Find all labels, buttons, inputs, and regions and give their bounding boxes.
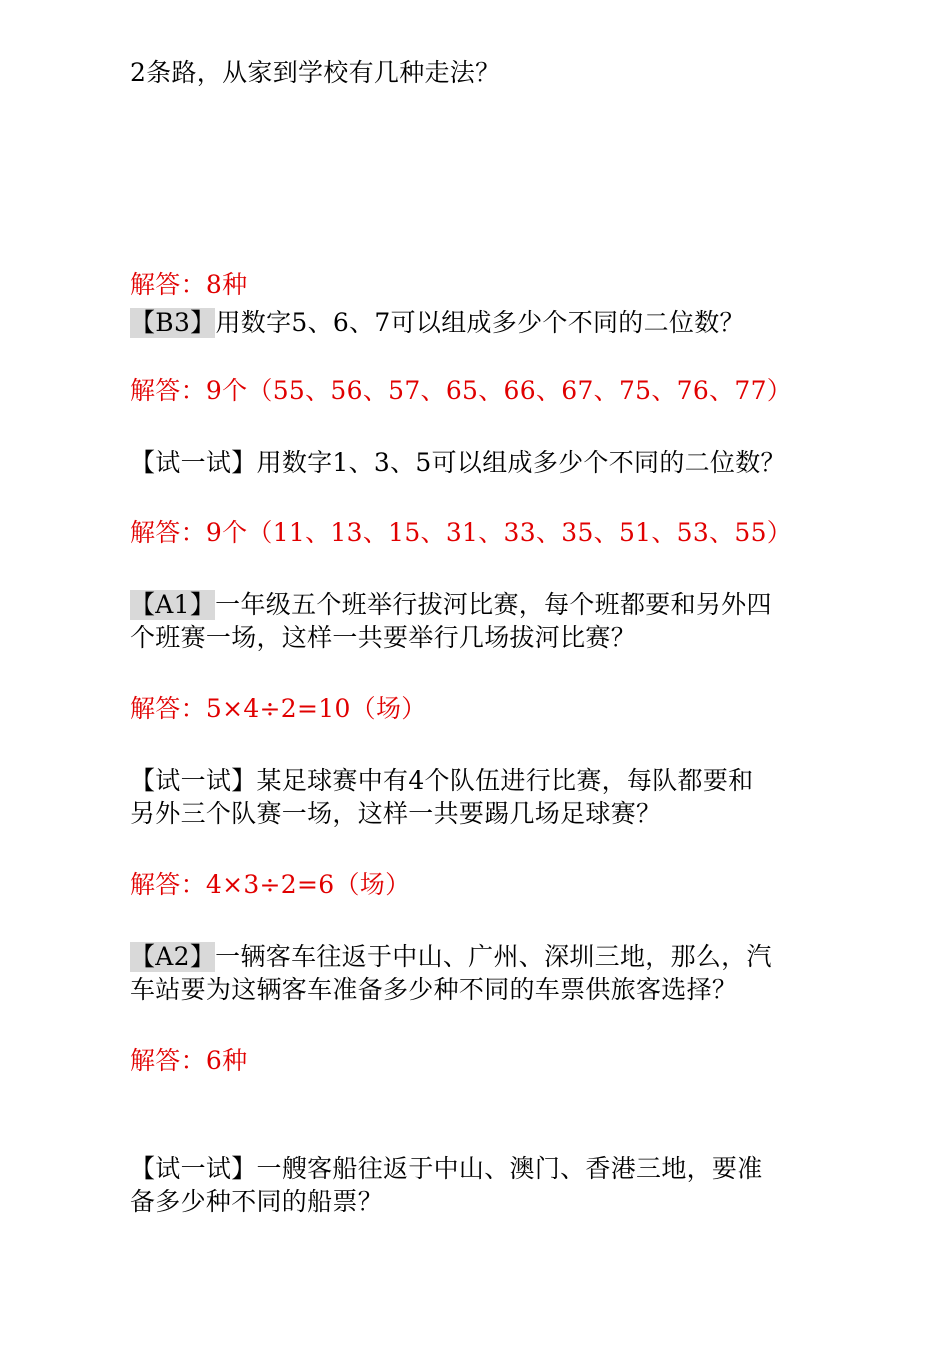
- problem-a2-text-1: 一辆客车往返于中山、广州、深圳三地，那么，汽: [215, 942, 772, 971]
- answer-previous: 解答：8种: [130, 270, 248, 299]
- try-3-tag: 【试一试】: [130, 1154, 257, 1183]
- answer-try-2: 解答：4×3÷2=6（场）: [130, 870, 411, 899]
- try-1-text: 用数字1、3、5可以组成多少个不同的二位数？: [256, 448, 786, 477]
- answer-a1: 解答：5×4÷2=10（场）: [130, 694, 427, 723]
- problem-a1-text-1: 一年级五个班举行拔河比赛，每个班都要和另外四: [215, 590, 772, 619]
- problem-tag-a2: 【A2】: [130, 942, 216, 971]
- answer-try-1: 解答：9个（11、13、15、31、33、35、51、53、55）: [130, 518, 793, 547]
- try-1: [130, 448, 786, 478]
- try-3-text-2: 备多少种不同的船票？: [130, 1187, 384, 1216]
- try-2-text-2: 另外三个队赛一场，这样一共要踢几场足球赛？: [130, 799, 662, 828]
- problem-b3-text: 用数字5、6、7可以组成多少个不同的二位数？: [215, 308, 745, 337]
- try-2-tag: 【试一试】: [130, 766, 257, 795]
- try-1-tag: 【试一试】: [130, 448, 257, 477]
- problem-b3: [130, 308, 745, 338]
- try-3-text-1: 一艘客船往返于中山、澳门、香港三地，要准: [256, 1154, 763, 1183]
- problem-tag-b3: 【B3】: [130, 308, 216, 337]
- problem-tag-a1: 【A1】: [130, 590, 216, 619]
- problem-a2-text-2: 车站要为这辆客车准备多少种不同的车票供旅客选择？: [130, 975, 738, 1004]
- problem-a2: [130, 942, 772, 972]
- try-2: [130, 766, 753, 796]
- try-2-text-1: 某足球赛中有4个队伍进行比赛，每队都要和: [256, 766, 754, 795]
- intro-question-tail: 2条路，从家到学校有几种走法？: [130, 58, 501, 87]
- answer-b3: 解答：9个（55、56、57、65、66、67、75、76、77）: [130, 376, 793, 405]
- problem-a1: [130, 590, 772, 620]
- answer-a2: 解答：6种: [130, 1046, 248, 1075]
- problem-a1-text-2: 个班赛一场，这样一共要举行几场拔河比赛？: [130, 623, 637, 652]
- try-3: [130, 1154, 763, 1184]
